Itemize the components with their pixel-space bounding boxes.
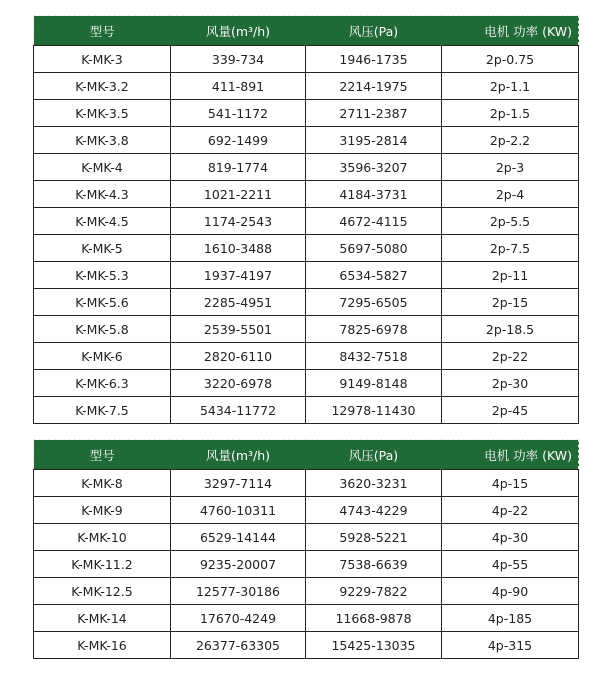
cell-model: K-MK-16: [34, 632, 171, 659]
cell-airflow: 12577-30186: [171, 578, 306, 605]
cell-model: K-MK-4.3: [34, 181, 171, 208]
cell-motor-power: 2p-1.1: [442, 73, 579, 100]
table-row: [34, 73, 579, 100]
cell-pressure: 2214-1975: [306, 73, 442, 100]
column-header-pressure: 风压(Pa): [306, 16, 442, 46]
cell-airflow: 17670-4249: [171, 605, 306, 632]
cell-pressure: 3596-3207: [306, 154, 442, 181]
table-row: [34, 235, 579, 262]
cell-model: K-MK-10: [34, 524, 171, 551]
table-row: [34, 181, 579, 208]
cell-pressure: 4184-3731: [306, 181, 442, 208]
cell-airflow: 2285-4951: [171, 289, 306, 316]
cell-airflow: 411-891: [171, 73, 306, 100]
cell-motor-power: 2p-30: [442, 370, 579, 397]
cell-motor-power: 4p-22: [442, 497, 579, 524]
cell-motor-power: 2p-2.2: [442, 127, 579, 154]
cell-pressure: 9149-8148: [306, 370, 442, 397]
cell-pressure: 4672-4115: [306, 208, 442, 235]
table-row: [34, 370, 579, 397]
cell-pressure: 7295-6505: [306, 289, 442, 316]
cell-airflow: 1021-2211: [171, 181, 306, 208]
cell-airflow: 4760-10311: [171, 497, 306, 524]
cell-motor-power: 4p-55: [442, 551, 579, 578]
cell-motor-power: 2p-1.5: [442, 100, 579, 127]
cell-pressure: 5928-5221: [306, 524, 442, 551]
header-row: [34, 16, 579, 46]
cell-airflow: 819-1774: [171, 154, 306, 181]
cell-model: K-MK-7.5: [34, 397, 171, 424]
cell-pressure: 1946-1735: [306, 46, 442, 73]
column-header-motor-power: 电机 功率 (KW): [442, 16, 579, 46]
table-row: [34, 605, 579, 632]
header-row: [34, 440, 579, 470]
table-row: [34, 578, 579, 605]
cell-airflow: 9235-20007: [171, 551, 306, 578]
cell-model: K-MK-5.6: [34, 289, 171, 316]
cell-motor-power: 2p-18.5: [442, 316, 579, 343]
table-row: [34, 127, 579, 154]
table-row: [34, 262, 579, 289]
table-row: [34, 46, 579, 73]
cell-airflow: 1937-4197: [171, 262, 306, 289]
cell-model: K-MK-5.8: [34, 316, 171, 343]
cell-motor-power: 2p-22: [442, 343, 579, 370]
cell-pressure: 2711-2387: [306, 100, 442, 127]
cell-motor-power: 2p-3: [442, 154, 579, 181]
cell-model: K-MK-3.2: [34, 73, 171, 100]
column-header-airflow: 风量(m³/h): [171, 440, 306, 470]
table-row: [34, 497, 579, 524]
cell-motor-power: 2p-7.5: [442, 235, 579, 262]
table-row: [34, 208, 579, 235]
table-row: [34, 289, 579, 316]
table-row: [34, 551, 579, 578]
cell-motor-power: 2p-45: [442, 397, 579, 424]
column-header-model: 型号: [34, 440, 171, 470]
cell-airflow: 26377-63305: [171, 632, 306, 659]
cell-pressure: 3620-3231: [306, 470, 442, 497]
cell-airflow: 1610-3488: [171, 235, 306, 262]
cell-motor-power: 4p-15: [442, 470, 579, 497]
column-header-pressure: 风压(Pa): [306, 440, 442, 470]
cell-airflow: 692-1499: [171, 127, 306, 154]
cell-model: K-MK-8: [34, 470, 171, 497]
cell-motor-power: 4p-185: [442, 605, 579, 632]
cell-model: K-MK-5.3: [34, 262, 171, 289]
table-row: [34, 470, 579, 497]
table-header: [34, 16, 579, 46]
cell-model: K-MK-6.3: [34, 370, 171, 397]
cell-pressure: 7825-6978: [306, 316, 442, 343]
table-header: [34, 440, 579, 470]
cell-airflow: 6529-14144: [171, 524, 306, 551]
cell-motor-power: 2p-15: [442, 289, 579, 316]
cell-airflow: 1174-2543: [171, 208, 306, 235]
cell-pressure: 4743-4229: [306, 497, 442, 524]
table-body: [34, 46, 579, 424]
cell-pressure: 5697-5080: [306, 235, 442, 262]
cell-airflow: 3220-6978: [171, 370, 306, 397]
column-header-model: 型号: [34, 16, 171, 46]
cell-motor-power: 2p-11: [442, 262, 579, 289]
cell-pressure: 7538-6639: [306, 551, 442, 578]
cell-model: K-MK-9: [34, 497, 171, 524]
cell-model: K-MK-3.8: [34, 127, 171, 154]
table-row: [34, 524, 579, 551]
table-row: [34, 154, 579, 181]
spec-table-4-pole: [33, 439, 579, 659]
cell-model: K-MK-12.5: [34, 578, 171, 605]
cell-airflow: 2539-5501: [171, 316, 306, 343]
cell-pressure: 8432-7518: [306, 343, 442, 370]
cell-model: K-MK-14: [34, 605, 171, 632]
table-row: [34, 100, 579, 127]
table-body: [34, 470, 579, 659]
cell-model: K-MK-11.2: [34, 551, 171, 578]
cell-airflow: 5434-11772: [171, 397, 306, 424]
cell-pressure: 3195-2814: [306, 127, 442, 154]
cell-airflow: 2820-6110: [171, 343, 306, 370]
cell-motor-power: 2p-4: [442, 181, 579, 208]
cell-pressure: 12978-11430: [306, 397, 442, 424]
cell-airflow: 3297-7114: [171, 470, 306, 497]
spec-table-2-pole: [33, 15, 579, 424]
table-row: [34, 343, 579, 370]
table-row: [34, 632, 579, 659]
cell-motor-power: 2p-0.75: [442, 46, 579, 73]
cell-motor-power: 4p-30: [442, 524, 579, 551]
cell-pressure: 6534-5827: [306, 262, 442, 289]
cell-airflow: 339-734: [171, 46, 306, 73]
cell-model: K-MK-5: [34, 235, 171, 262]
cell-model: K-MK-4: [34, 154, 171, 181]
cell-pressure: 15425-13035: [306, 632, 442, 659]
cell-airflow: 541-1172: [171, 100, 306, 127]
cell-model: K-MK-3: [34, 46, 171, 73]
cell-pressure: 11668-9878: [306, 605, 442, 632]
cell-motor-power: 4p-315: [442, 632, 579, 659]
table-row: [34, 316, 579, 343]
cell-model: K-MK-6: [34, 343, 171, 370]
column-header-airflow: 风量(m³/h): [171, 16, 306, 46]
cell-motor-power: 2p-5.5: [442, 208, 579, 235]
table-row: [34, 397, 579, 424]
column-header-motor-power: 电机 功率 (KW): [442, 440, 579, 470]
cell-model: K-MK-3.5: [34, 100, 171, 127]
cell-model: K-MK-4.5: [34, 208, 171, 235]
cell-pressure: 9229-7822: [306, 578, 442, 605]
cell-motor-power: 4p-90: [442, 578, 579, 605]
